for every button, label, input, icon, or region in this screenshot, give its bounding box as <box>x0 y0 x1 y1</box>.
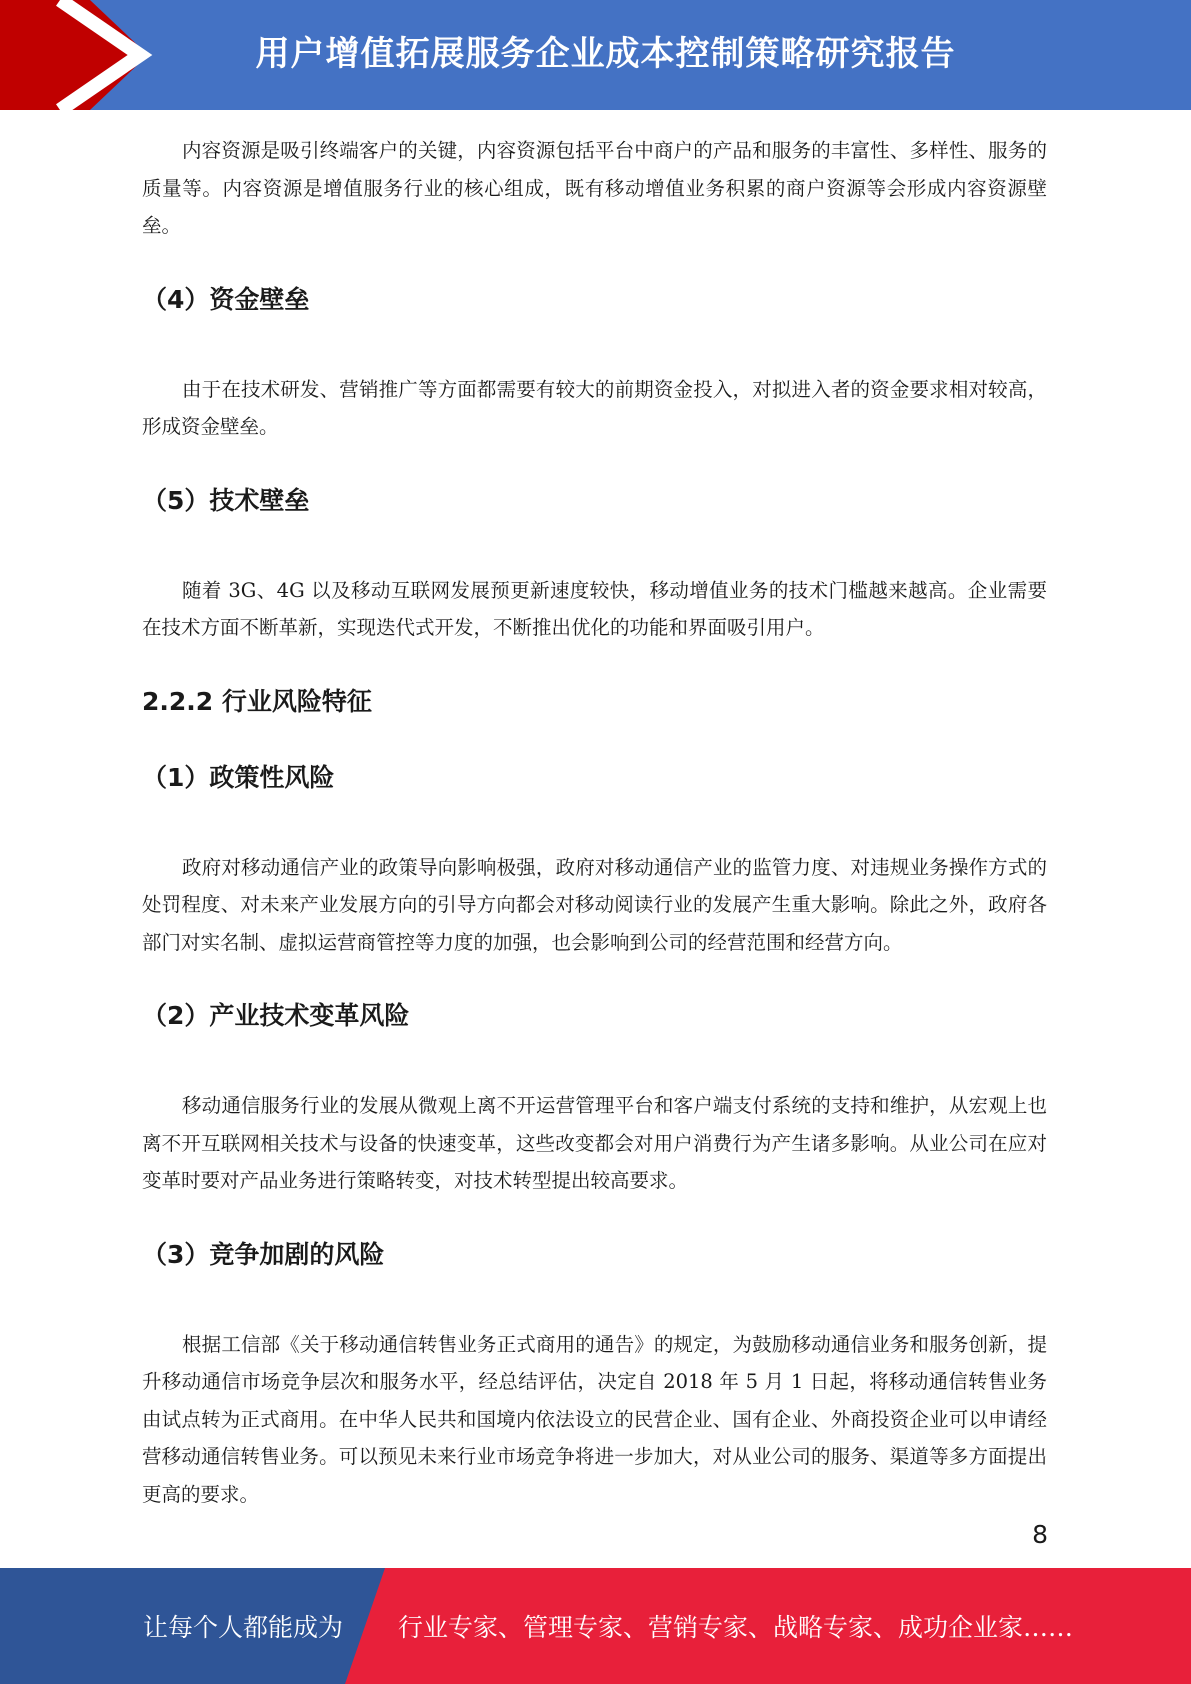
heading-industry-tech-risk: （2）产业技术变革风险 <box>142 1001 410 1030</box>
paragraph-industry-tech-risk: 移动通信服务行业的发展从微观上离不开运营管理平台和客户端支付系统的支持和维护，从宏观上也离不开互联网相关技术与设备的快速变革，这些改变都会对用户消费行为产生诸多影响。从业公司在应对变革时要对产品业务进行策略转变，对技术转型提出较高要求。 <box>142 1094 1047 1192</box>
report-title: 用户增值拓展服务企业成本控制策略研究报告 <box>255 34 956 74</box>
page-number: 8 <box>1032 1520 1048 1549</box>
paragraph-tech-barrier: 随着 3G、4G 以及移动互联网发展预更新速度较快，移动增值业务的技术门槛越来越高。企业需要在技术方面不断革新，实现迭代式开发，不断推出优化的功能和界面吸引用户。 <box>142 578 1047 639</box>
section-heading-2-2-2: 2.2.2 行业风险特征 <box>142 686 372 716</box>
heading-tech-barrier: （5）技术壁垒 <box>142 485 310 515</box>
paragraph-content-resources: 内容资源是吸引终端客户的关键，内容资源包括平台中商户的产品和服务的丰富性、多样性、服务的质量等。内容资源是增值服务行业的核心组成，既有移动增值业务积累的商户资源等会形成内容资源壁垒。 <box>142 139 1047 237</box>
page-header <box>0 0 1191 110</box>
page-body <box>142 132 1047 1513</box>
paragraph-policy-risk: 政府对移动通信产业的政策导向影响极强，政府对移动通信产业的监管力度、对违规业务操作方式的处罚程度、对未来产业发展方向的引导方向都会对移动阅读行业的发展产生重大影响。除此之外，政府各部门对实名制、虚拟运营商管控等力度的加强，也会影响到公司的经营范围和经营方向。 <box>142 855 1047 954</box>
paragraph-capital-barrier: 由于在技术研发、营销推广等方面都需要有较大的前期资金投入，对拟进入者的资金要求相对较高，形成资金壁垒。 <box>142 377 1047 438</box>
heading-policy-risk: （1）政策性风险 <box>142 762 335 792</box>
paragraph-competition-risk: 根据工信部《关于移动通信转售业务正式商用的通告》的规定，为鼓励移动通信业务和服务创新，提升移动通信市场竞争层次和服务水平，经总结评估，决定自 2018 年 5 月 1 日起，将移动通信转售业务由试点转为正式商用。在中华人民共和国境内依法设立的民营企业、国有企业、外商投资企业可以申请经营移动通信转售业务。可以预见未来行业市场竞争将进一步加大，对从业公司的服务、渠道等多方面提出更高的要求。 <box>142 1332 1047 1506</box>
footer-slogan-right: 行业专家、管理专家、营销专家、战略专家、成功企业家…… <box>398 1613 1074 1642</box>
footer-slogan-left: 让每个人都能成为 <box>143 1613 344 1642</box>
heading-competition-risk: （3）竞争加剧的风险 <box>142 1239 385 1269</box>
page-footer <box>0 1568 1191 1684</box>
heading-capital-barrier: （4）资金壁垒 <box>142 284 310 314</box>
